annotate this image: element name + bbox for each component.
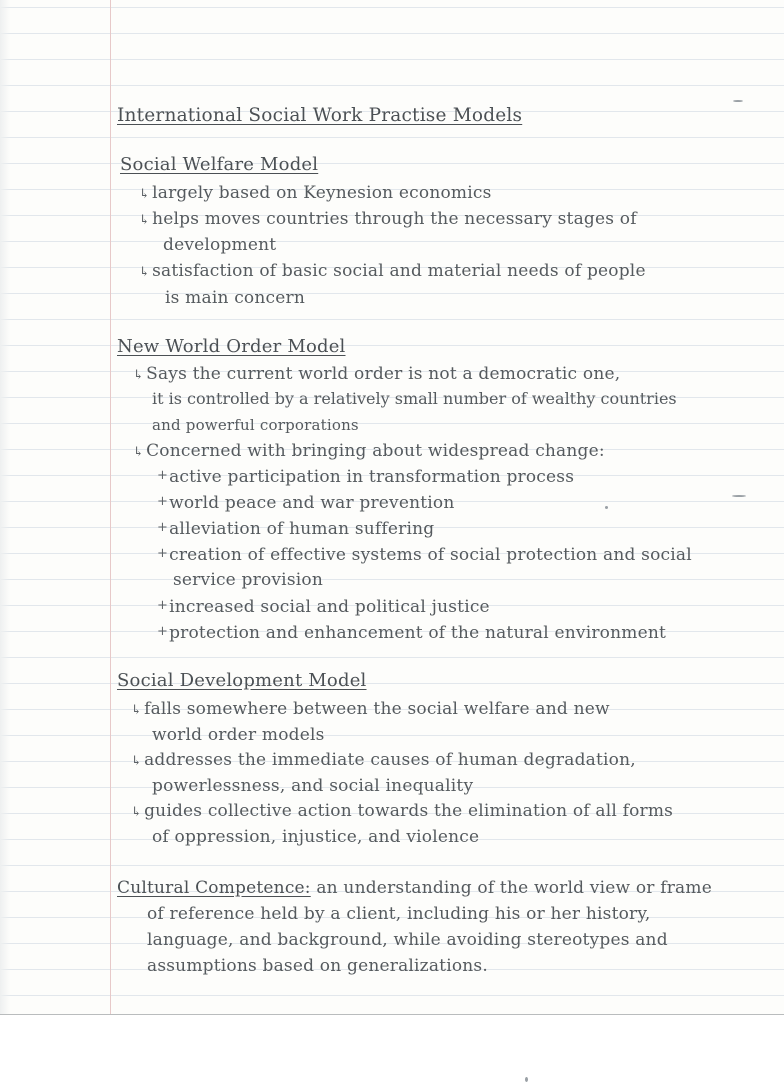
sub-point: service provision [173, 570, 323, 590]
definition-term: Cultural Competence: [117, 878, 311, 898]
sub-point: +world peace and war prevention [157, 490, 455, 515]
plus-icon: + [157, 624, 169, 639]
arrow-icon: ↳ [139, 187, 151, 202]
definition-line: assumptions based on generalizations. [147, 956, 488, 976]
paper-speck [605, 506, 608, 509]
note-line: ↳ satisfaction of basic social and material needs of people [139, 259, 646, 285]
page-left-edge [0, 0, 10, 1014]
sub-point: +protection and enhancement of the natural environment [157, 620, 666, 645]
section-heading-social-development: Social Development Model [117, 670, 367, 691]
note-line: ↳ addresses the immediate causes of human degradation, [131, 748, 636, 774]
definition-line: Cultural Competence: an understanding of the world view or frame [117, 878, 712, 898]
note-line: world order models [152, 725, 325, 745]
arrow-icon: ↳ [131, 754, 143, 769]
scan-bottom-margin [0, 1014, 784, 1085]
note-line: of oppression, injustice, and violence [152, 827, 480, 847]
arrow-icon: ↳ [131, 805, 143, 820]
note-line: ↳ Concerned with bringing about widespread change: [133, 439, 605, 465]
definition-line: language, and background, while avoiding stereotypes and [147, 930, 668, 950]
section-heading-social-welfare: Social Welfare Model [120, 154, 319, 175]
plus-icon: + [157, 494, 169, 509]
sub-point: +creation of effective systems of social protection and social [157, 542, 692, 567]
note-line: ↳ guides collective action towards the elimination of all forms [131, 799, 673, 825]
note-line: ↳ largely based on Keynesion economics [139, 181, 492, 207]
margin-line [110, 0, 111, 1014]
paper-speck [733, 100, 743, 102]
arrow-icon: ↳ [139, 213, 151, 228]
plus-icon: + [157, 468, 169, 483]
note-line: powerlessness, and social inequality [152, 776, 474, 796]
note-line: and powerful corporations [152, 416, 359, 434]
sub-point: +alleviation of human suffering [157, 516, 434, 541]
plus-icon: + [157, 598, 169, 613]
arrow-icon: ↳ [133, 368, 145, 383]
note-line: is main concern [165, 288, 305, 308]
arrow-icon: ↳ [139, 265, 151, 280]
arrow-icon: ↳ [131, 703, 143, 718]
note-line: ↳ helps moves countries through the necessary stages of [139, 207, 637, 233]
paper-speck [732, 495, 746, 497]
note-line: development [163, 235, 277, 255]
sub-point: +active participation in transformation process [157, 464, 574, 489]
plus-icon: + [157, 520, 169, 535]
note-line: it is controlled by a relatively small number of wealthy countries [152, 389, 677, 408]
section-heading-new-world-order: New World Order Model [117, 336, 346, 357]
sub-point: +increased social and political justice [157, 594, 490, 619]
note-line: ↳ falls somewhere between the social welfare and new [131, 697, 610, 723]
arrow-icon: ↳ [133, 445, 145, 460]
paper-speck [525, 1077, 528, 1082]
definition-line: of reference held by a client, including his or her history, [147, 904, 651, 924]
plus-icon: + [157, 546, 169, 561]
page-title: International Social Work Practise Models [117, 105, 523, 126]
note-line: ↳ Says the current world order is not a democratic one, [133, 362, 620, 388]
